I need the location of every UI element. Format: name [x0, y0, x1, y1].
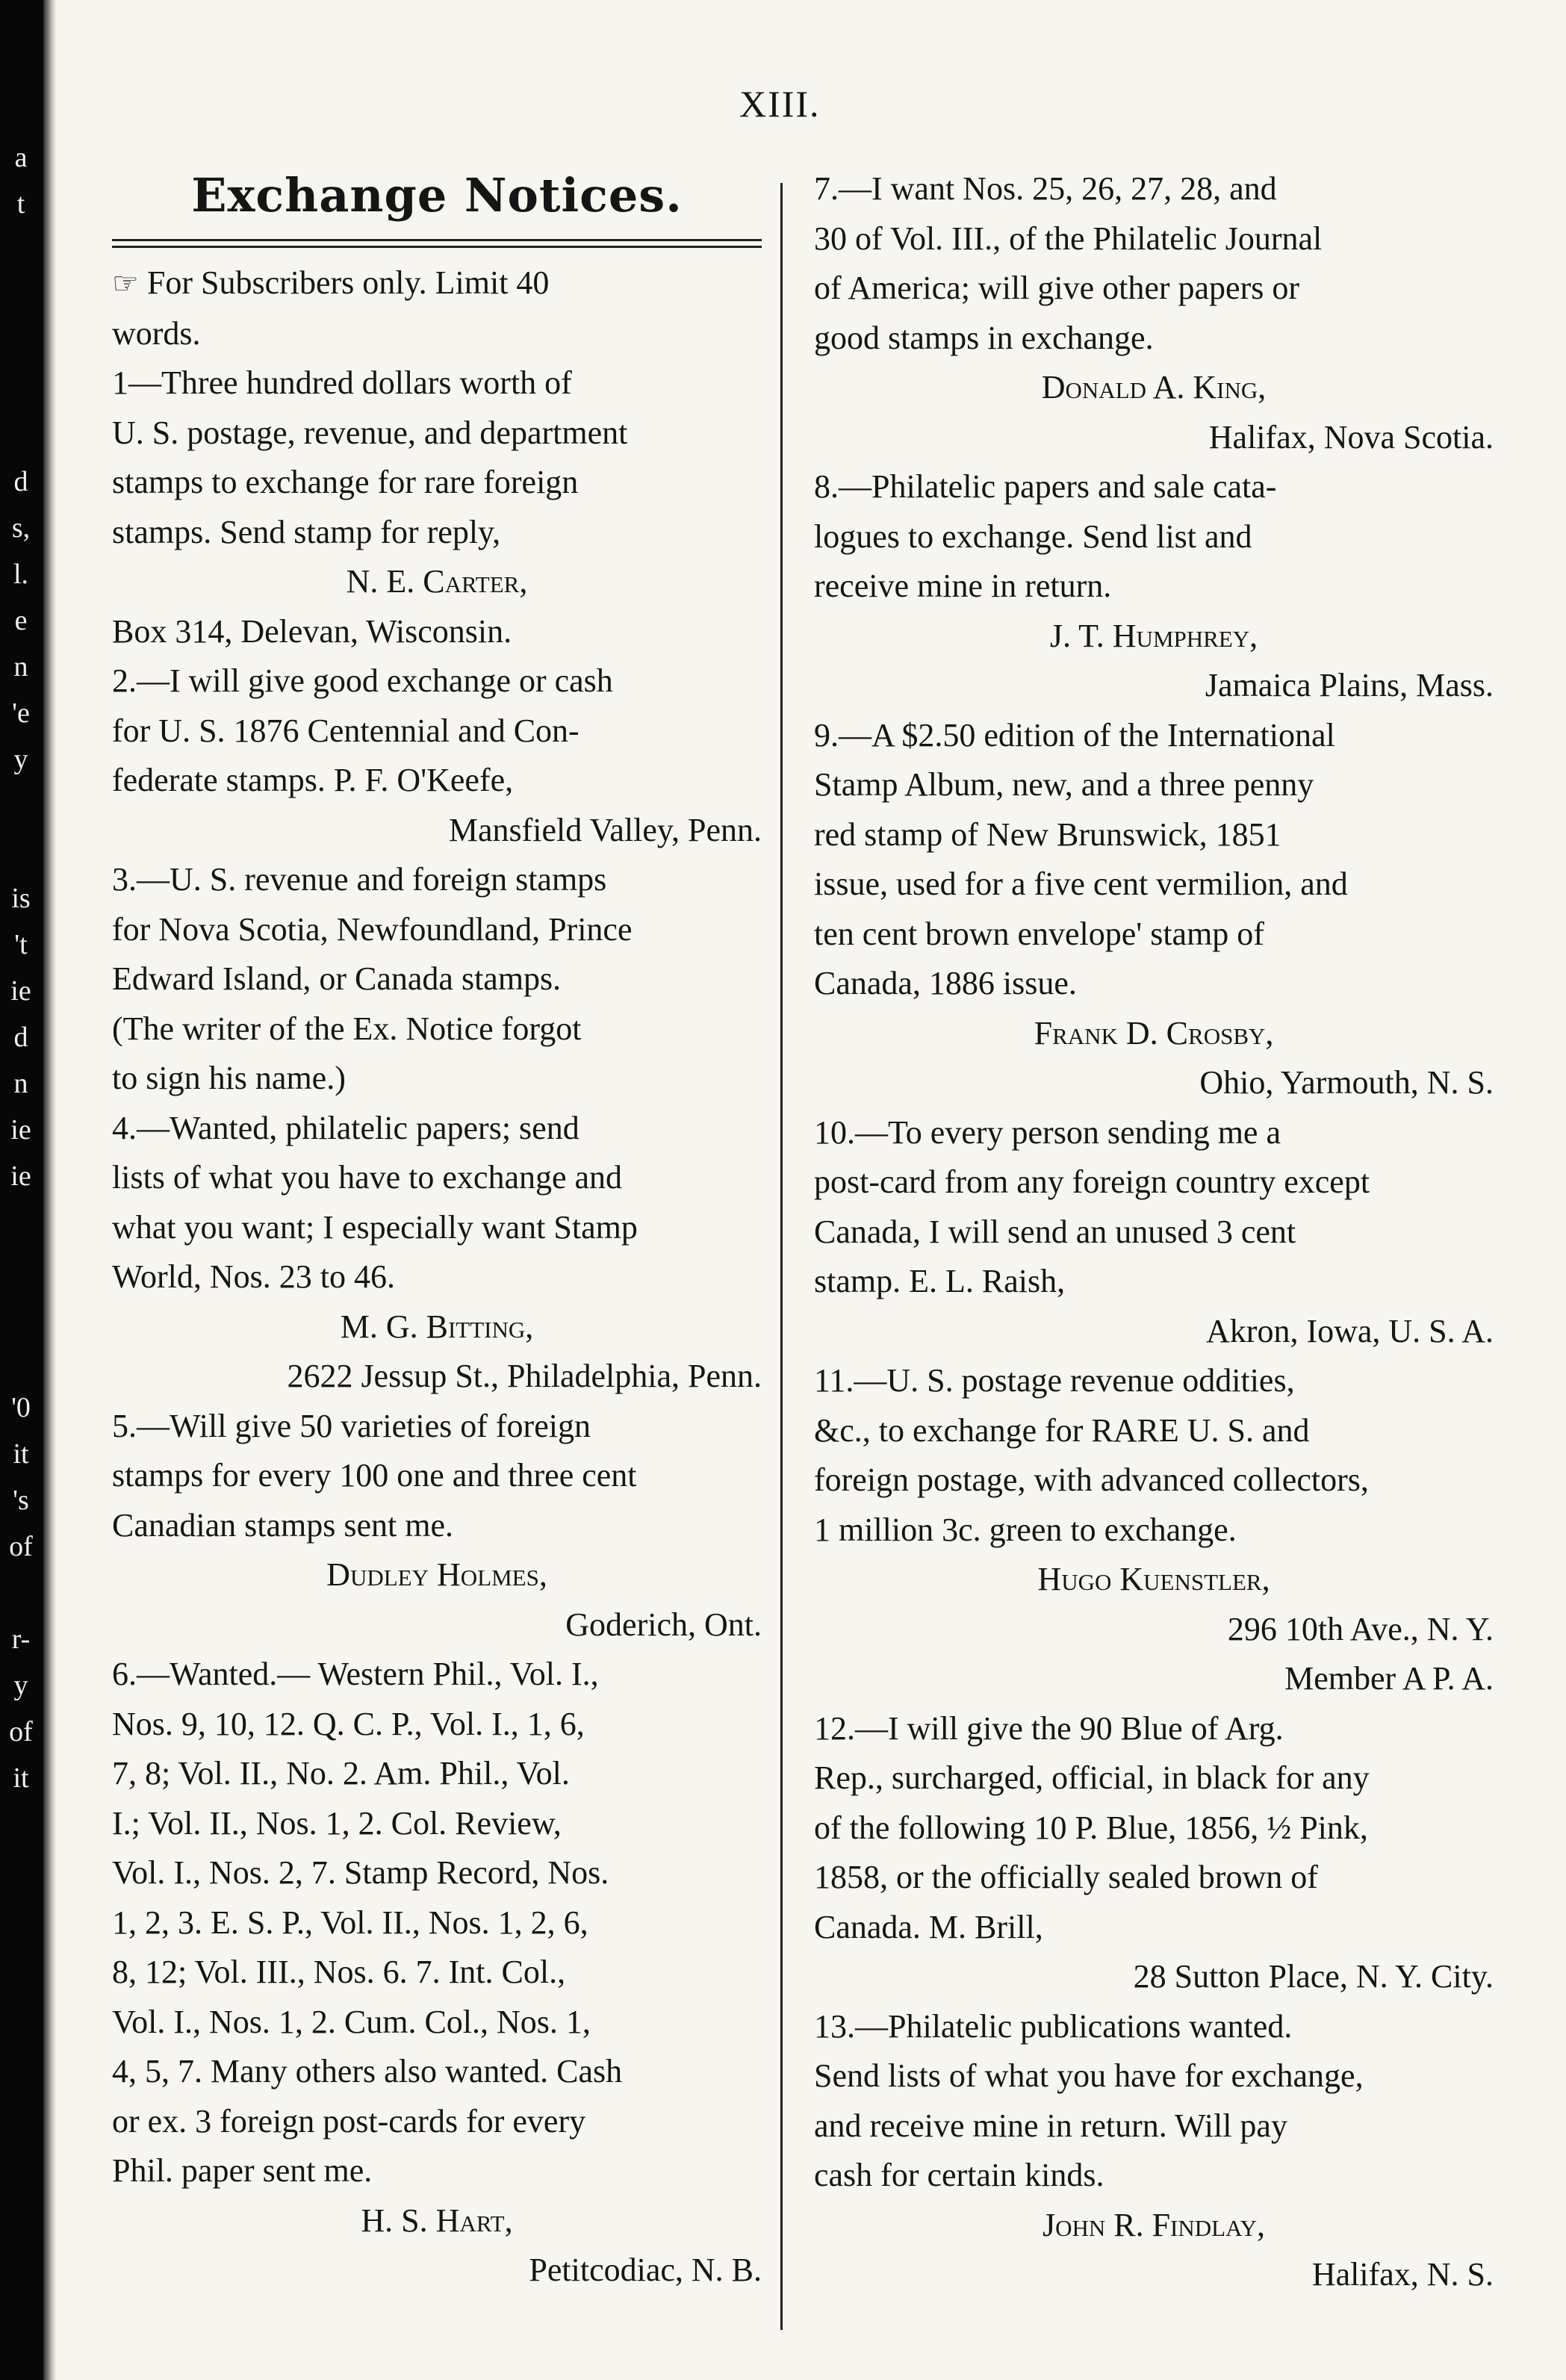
notice-line: 8.—Philatelic papers and sale cata-	[814, 468, 1277, 505]
notice-line: foreign postage, with advanced collectors,	[814, 1461, 1369, 1498]
margin-fragment	[3, 412, 39, 459]
notice-signature: J. T. Humphrey,	[1049, 617, 1258, 654]
notice-signature: Donald A. King,	[1041, 369, 1267, 406]
margin-fragment: d	[13, 1022, 28, 1053]
notice-line: Canada, 1886 issue.	[814, 965, 1077, 1001]
margin-fragment: 't	[14, 929, 28, 960]
notice-signature: Hugo Kuenstler,	[1037, 1561, 1270, 1597]
notice-line: cash for certain kinds.	[814, 2157, 1104, 2193]
margin-fragment: of	[9, 1531, 33, 1562]
intro-text: For Subscribers only. Limit 40	[146, 264, 550, 301]
margin-fragment: a	[14, 142, 28, 173]
margin-fragment	[3, 273, 39, 320]
margin-fragment	[3, 1246, 39, 1292]
margin-fragment: is	[11, 883, 31, 914]
notice-line: what you want; I especially want Stamp	[112, 1208, 638, 1246]
notice-address: Goderich, Ont.	[565, 1606, 762, 1643]
notice-line: &c., to exchange for RARE U. S. and	[814, 1411, 1310, 1449]
margin-fragment: 's	[13, 1485, 29, 1516]
exchange-notice	[112, 656, 762, 855]
margin-fragment: s,	[11, 512, 31, 544]
notice-signature: John R. Findlay,	[1042, 2206, 1266, 2243]
notice-address: Halifax, Nova Scotia.	[1208, 418, 1494, 456]
notice-line: stamps for every 100 one and three cent	[112, 1457, 637, 1494]
exchange-notice	[112, 1104, 762, 1402]
margin-fragment	[3, 1338, 39, 1385]
notice-line: to sign his name.)	[112, 1060, 346, 1096]
margin-fragment: t	[16, 188, 25, 220]
notice-line: 5.—Will give 50 varieties of foreign	[112, 1407, 591, 1444]
margin-fragment	[3, 783, 39, 829]
notice-line: logues to exchange. Send list and	[814, 518, 1252, 555]
notice-line: post-card from any foreign country except	[814, 1163, 1370, 1200]
notice-address: 296 10th Ave., N. Y.	[1227, 1610, 1494, 1647]
exchange-notice	[112, 1650, 762, 2296]
margin-fragment: it	[13, 1438, 29, 1470]
notice-line: 9.—A $2.50 edition of the International	[814, 716, 1335, 754]
notice-line: 3.—U. S. revenue and foreign stamps	[112, 861, 607, 898]
notice-line: (The writer of the Ex. Notice forgot	[112, 1010, 582, 1047]
margin-fragment: d	[13, 466, 28, 497]
notice-line: U. S. postage, revenue, and department	[112, 414, 628, 451]
notice-line: 12.—I will give the 90 Blue of Arg.	[814, 1709, 1284, 1747]
notice-line: 1, 2, 3. E. S. P., Vol. II., Nos. 1, 2, 6,	[112, 1904, 588, 1941]
margin-fragments	[3, 134, 39, 1801]
notice-line: 1858, or the officially sealed brown of	[814, 1859, 1318, 1895]
notice-line: World, Nos. 23 to 46.	[112, 1258, 396, 1295]
page-number: XIII.	[739, 83, 821, 125]
notice-line: Canada. M. Brill,	[814, 1908, 1043, 1945]
notice-line: Stamp Album, new, and a three penny	[814, 766, 1314, 803]
notice-line: Vol. I., Nos. 1, 2. Cum. Col., Nos. 1,	[112, 2003, 591, 2040]
notice-line: of America; will give other papers or	[814, 270, 1300, 306]
margin-fragment	[3, 1199, 39, 1246]
notice-line: Phil. paper sent me.	[112, 2152, 373, 2189]
notice-line: ten cent brown envelope' stamp of	[814, 915, 1264, 952]
exchange-notice	[814, 1356, 1494, 1704]
pointing-hand-icon: ☞	[112, 267, 139, 300]
notice-address: Jamaica Plains, Mass.	[1205, 667, 1494, 703]
notice-line: 7.—I want Nos. 25, 26, 27, 28, and	[814, 170, 1277, 207]
margin-fragment: '0	[11, 1392, 31, 1423]
notice-line: Nos. 9, 10, 12. Q. C. P., Vol. I., 1, 6,	[112, 1705, 585, 1742]
section-heading: Exchange Notices.	[191, 168, 683, 223]
notice-signature: H. S. Hart,	[361, 2202, 513, 2239]
margin-fragment: y	[13, 744, 28, 775]
intro-line-2: words.	[112, 314, 201, 352]
margin-fragment: 'e	[12, 697, 30, 729]
notice-line: for Nova Scotia, Newfoundland, Prince	[112, 910, 633, 948]
margin-fragment	[3, 320, 39, 366]
notice-line: good stamps in exchange.	[814, 319, 1154, 356]
margin-fragment: e	[14, 605, 28, 636]
notice-line: 1—Three hundred dollars worth of	[112, 364, 572, 401]
exchange-notice	[814, 1704, 1494, 2002]
left-column	[112, 166, 762, 2296]
notice-line: of the following 10 P. Blue, 1856, ½ Pink,	[814, 1809, 1368, 1846]
margin-fragment: ie	[10, 975, 31, 1007]
exchange-notice	[814, 1108, 1494, 1357]
binding-shadow	[43, 0, 57, 2380]
margin-fragment: n	[13, 651, 28, 683]
exchange-notice	[814, 711, 1494, 1108]
notice-line: issue, used for a five cent vermilion, and	[814, 866, 1348, 902]
notice-line: 30 of Vol. III., of the Philatelic Journal	[814, 220, 1323, 257]
margin-fragment: ie	[10, 1114, 31, 1146]
notice-address: Akron, Iowa, U. S. A.	[1206, 1312, 1494, 1349]
column-divider	[780, 183, 783, 2330]
notice-line: and receive mine in return. Will pay	[814, 2107, 1287, 2144]
notice-signature: Dudley Holmes,	[326, 1556, 547, 1593]
exchange-notice	[112, 1402, 762, 1650]
margin-fragment: ie	[10, 1161, 31, 1192]
margin-fragment	[3, 1570, 39, 1616]
notice-address: Ohio, Yarmouth, N. S.	[1199, 1064, 1494, 1101]
notice-line: receive mine in return.	[814, 568, 1112, 604]
notice-line: 7, 8; Vol. II., No. 2. Am. Phil., Vol.	[112, 1755, 570, 1792]
margin-fragment: l.	[13, 559, 29, 590]
notice-signature: N. E. Carter,	[346, 563, 528, 600]
margin-fragment	[3, 1292, 39, 1338]
margin-fragment: r-	[11, 1624, 31, 1655]
margin-fragment: of	[9, 1716, 33, 1747]
notice-line: 10.—To every person sending me a	[814, 1113, 1281, 1151]
notice-line: 4, 5, 7. Many others also wanted. Cash	[112, 2053, 623, 2090]
heading-rule	[112, 239, 762, 248]
exchange-notice	[814, 462, 1494, 711]
notice-line: lists of what you have to exchange and	[112, 1159, 623, 1196]
notice-line: Edward Island, or Canada stamps.	[112, 960, 562, 997]
exchange-notice	[814, 2002, 1494, 2300]
notice-address: 28 Sutton Place, N. Y. City.	[1133, 1958, 1494, 1995]
notice-address: Member A P. A.	[1284, 1660, 1494, 1697]
margin-fragment: it	[13, 1762, 29, 1794]
notice-address: Box 314, Delevan, Wisconsin.	[112, 612, 512, 650]
margin-fragment	[3, 227, 39, 273]
right-column	[814, 164, 1494, 2300]
exchange-notice	[112, 358, 762, 656]
notice-address: Mansfield Valley, Penn.	[448, 811, 762, 848]
notice-signature: Frank D. Crosby,	[1034, 1014, 1274, 1051]
notice-line: 4.—Wanted, philatelic papers; send	[112, 1109, 580, 1146]
exchange-notice	[112, 855, 762, 1104]
notice-signature: M. G. Bitting,	[340, 1308, 534, 1345]
notice-line: stamp. E. L. Raish,	[814, 1263, 1066, 1299]
margin-fragment	[3, 829, 39, 875]
intro-line	[112, 258, 762, 309]
notice-line: Rep., surcharged, official, in black for any	[814, 1759, 1370, 1796]
notice-line: red stamp of New Brunswick, 1851	[814, 815, 1281, 853]
notice-line: for U. S. 1876 Centennial and Con-	[112, 712, 580, 749]
notice-address: 2622 Jessup St., Philadelphia, Penn.	[287, 1358, 762, 1394]
notice-line: 13.—Philatelic publications wanted.	[814, 2007, 1293, 2045]
notice-line: 6.—Wanted.— Western Phil., Vol. I.,	[112, 1656, 599, 1692]
notice-line: 1 million 3c. green to exchange.	[814, 1511, 1237, 1548]
notice-address: Petitcodiac, N. B.	[529, 2252, 762, 2288]
margin-fragment: n	[13, 1068, 28, 1099]
exchange-notice	[814, 164, 1494, 462]
notice-line: 8, 12; Vol. III., Nos. 6. 7. Int. Col.,	[112, 1954, 566, 1990]
margin-fragment: y	[13, 1670, 28, 1701]
notice-line: 11.—U. S. postage revenue oddities,	[814, 1362, 1295, 1399]
margin-fragment	[3, 366, 39, 412]
notice-line: Canadian stamps sent me.	[112, 1506, 454, 1544]
notice-line: Send lists of what you have for exchange,	[814, 2057, 1364, 2094]
notice-line: or ex. 3 foreign post-cards for every	[112, 2102, 586, 2140]
notice-line: Vol. I., Nos. 2, 7. Stamp Record, Nos.	[112, 1854, 609, 1891]
notice-line: Canada, I will send an unused 3 cent	[814, 1213, 1296, 1250]
notice-line: stamps to exchange for rare foreign	[112, 464, 579, 500]
notice-line: 2.—I will give good exchange or cash	[112, 662, 613, 699]
notice-line: federate stamps. P. F. O'Keefe,	[112, 762, 514, 798]
notice-line: stamps. Send stamp for reply,	[112, 513, 501, 550]
notice-line: I.; Vol. II., Nos. 1, 2. Col. Review,	[112, 1804, 562, 1842]
notice-address: Halifax, N. S.	[1311, 2256, 1494, 2293]
